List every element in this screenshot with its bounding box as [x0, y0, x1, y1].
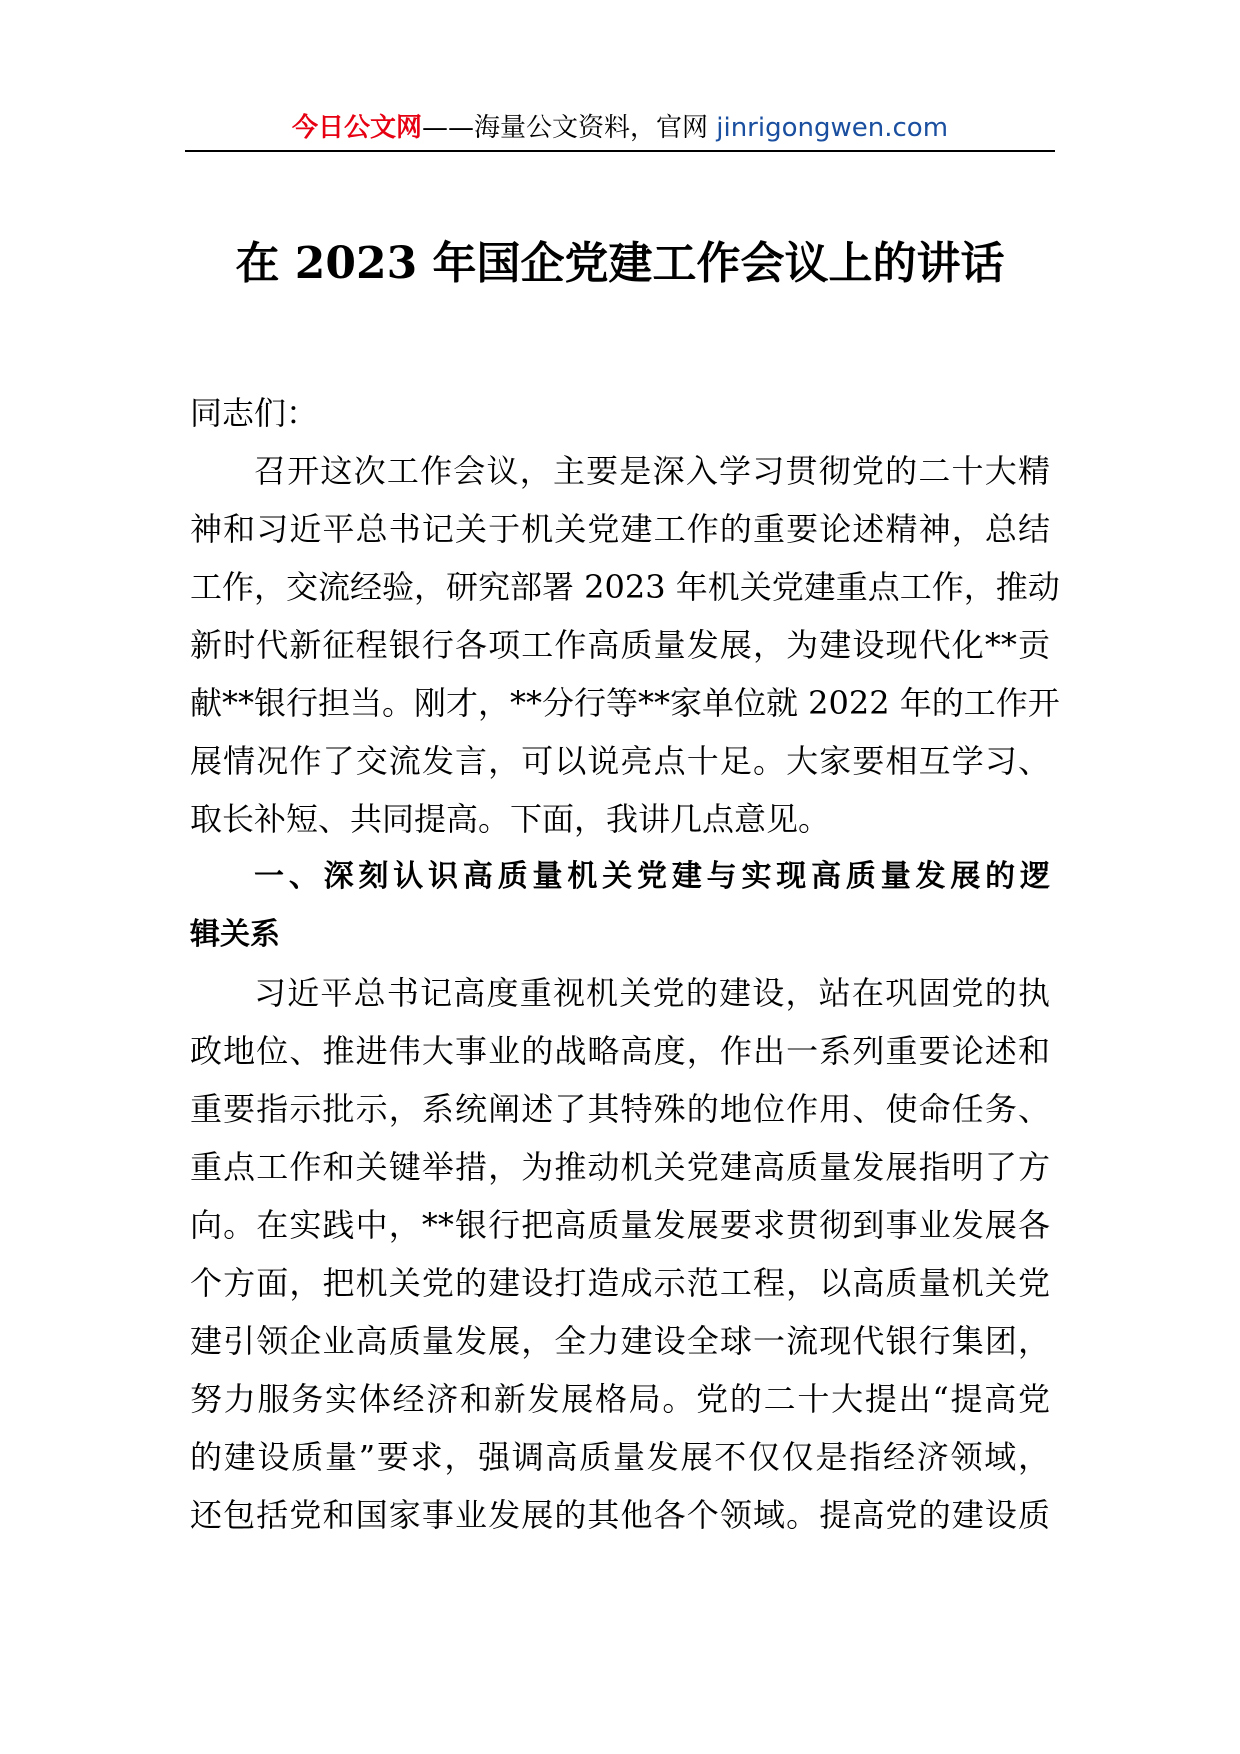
- paragraph-line: 重要指示批示，系统阐述了其特殊的地位作用、使命任务、: [190, 1090, 1050, 1128]
- paragraph-line: 政地位、推进伟大事业的战略高度，作出一系列重要论述和: [190, 1032, 1050, 1070]
- paragraph-line: 重点工作和关键举措，为推动机关党建高质量发展指明了方: [190, 1148, 1050, 1186]
- section-heading-line: 一、深刻认识高质量机关党建与实现高质量发展的逻: [254, 859, 1050, 894]
- site-brand[interactable]: 今日公文网: [291, 113, 422, 143]
- paragraph-line: 取长补短、共同提高。下面，我讲几点意见。: [190, 800, 831, 838]
- paragraph-line: 献**银行担当。刚才，**分行等**家单位就 2022 年的工作开: [190, 684, 1060, 722]
- paragraph-2: [190, 964, 1050, 1544]
- paragraph-line: 神和习近平总书记关于机关党建工作的重要论述精神，总结: [190, 510, 1050, 548]
- paragraph-line: 新时代新征程银行各项工作高质量发展，为建设现代化**贡: [190, 626, 1050, 664]
- paragraph-line: 个方面，把机关党的建设打造成示范工程，以高质量机关党: [190, 1264, 1050, 1302]
- paragraph-line: 的建设质量”要求，强调高质量发展不仅仅是指经济领域，: [190, 1438, 1050, 1476]
- paragraph-line: 展情况作了交流发言，可以说亮点十足。大家要相互学习、: [190, 742, 1050, 780]
- site-header: [185, 108, 1055, 148]
- section-heading-1: [190, 848, 1050, 964]
- site-url-link[interactable]: jinrigongwen.com: [716, 113, 949, 143]
- paragraph-line: 习近平总书记高度重视机关党的建设，站在巩固党的执: [254, 974, 1050, 1012]
- header-tagline: 海量公文资料，官网: [473, 113, 717, 143]
- paragraph-line: 还包括党和国家事业发展的其他各个领域。提高党的建设质: [190, 1496, 1050, 1534]
- header-divider: [185, 150, 1055, 152]
- paragraph-line: 工作，交流经验，研究部署 2023 年机关党建重点工作，推动: [190, 568, 1060, 606]
- paragraph-line: 召开这次工作会议，主要是深入学习贯彻党的二十大精: [254, 452, 1050, 490]
- document-title: 在 2023 年国企党建工作会议上的讲话: [235, 238, 1005, 289]
- paragraph-line: 建引领企业高质量发展，全力建设全球一流现代银行集团，: [190, 1322, 1050, 1360]
- paragraph-1: [190, 442, 1060, 848]
- document-body: [190, 384, 1060, 1544]
- paragraph-line: 向。在实践中，**银行把高质量发展要求贯彻到事业发展各: [190, 1206, 1050, 1244]
- salutation: 同志们：: [190, 394, 319, 432]
- section-heading-line: 辑关系: [190, 917, 280, 952]
- paragraph-line: 努力服务实体经济和新发展格局。党的二十大提出“提高党: [190, 1380, 1050, 1418]
- header-dash: ——: [421, 113, 474, 143]
